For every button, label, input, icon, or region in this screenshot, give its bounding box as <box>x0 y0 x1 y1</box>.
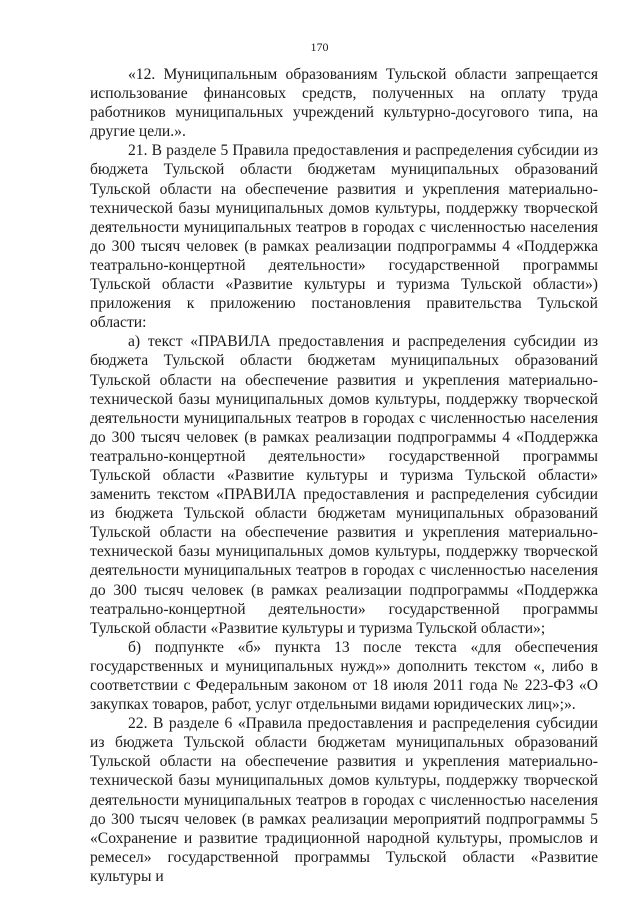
paragraph-subitem-a: а) текст «ПРАВИЛА предоставления и распределения субсидии из бюджета Тульской области бюджетам муниципальных образований Тульской области на обеспечение развития и укрепления материально-технической базы муниципальных домов культуры, поддержку творческой деятельности муниципальных театров в городах с численностью населения до 300 тысяч человек (в рамках реализации подпрограммы 4 «Поддержка театрально-концертной деятельности» государственной программы Тульской области «Развитие культуры и туризма Тульской области» заменить текстом «ПРАВИЛА предоставления и распределения субсидии из бюджета Тульской области бюджетам муниципальных образований Тульской области на обеспечение развития и укрепления материально-технической базы муниципальных домов культуры, поддержку творческой деятельности муниципальных театров в городах с численностью населения до 300 тысяч человек (в рамках реализации подпрограммы «Поддержка театрально-концертной деятельности» государственной программы Тульской области «Развитие культуры и туризма Тульской области»; <box>90 333 598 637</box>
paragraph-item-12: «12. Муниципальным образованиям Тульской области запрещается использование финансовых средств, полученных на оплату труда работников муниципальных учреждений культурно-досугового типа, на другие цели.». <box>90 66 598 141</box>
page-number: 170 <box>310 40 329 54</box>
paragraph-section-22: 22. В разделе 6 «Правила предоставления и распределения субсидии из бюджета Тульской области бюджетам муниципальных образований Тульской области на обеспечение развития и укрепления материально-технической базы муниципальных домов культуры, поддержку творческой деятельности муниципальных театров в городах с численностью населения до 300 тысяч человек (в рамках реализации мероприятий подпрограммы 5 «Сохранение и развитие традиционной народной культуры, промыслов и ремесел» государственной программы Тульской области «Развитие культуры и <box>90 715 598 885</box>
document-body <box>90 65 598 886</box>
paragraph-section-21: 21. В разделе 5 Правила предоставления и распределения субсидии из бюджета Тульской области бюджетам муниципальных образований Тульской области на обеспечение развития и укрепления материально-технической базы муниципальных домов культуры, поддержку творческой деятельности муниципальных театров в городах с численностью населения до 300 тысяч человек (в рамках реализации подпрограммы 4 «Поддержка театрально-концертной деятельности» государственной программы Тульской области «Развитие культуры и туризма Тульской области») приложения к приложению постановления правительства Тульской области: <box>90 142 598 332</box>
paragraph-subitem-b: б) подпункте «б» пункта 13 после текста «для обеспечения государственных и муниципальных нужд»» дополнить текстом «, либо в соответствии с Федеральным законом от 18 июля 2011 года № 223-ФЗ «О закупках товаров, работ, услуг отдельными видами юридических лиц»;». <box>90 638 598 714</box>
